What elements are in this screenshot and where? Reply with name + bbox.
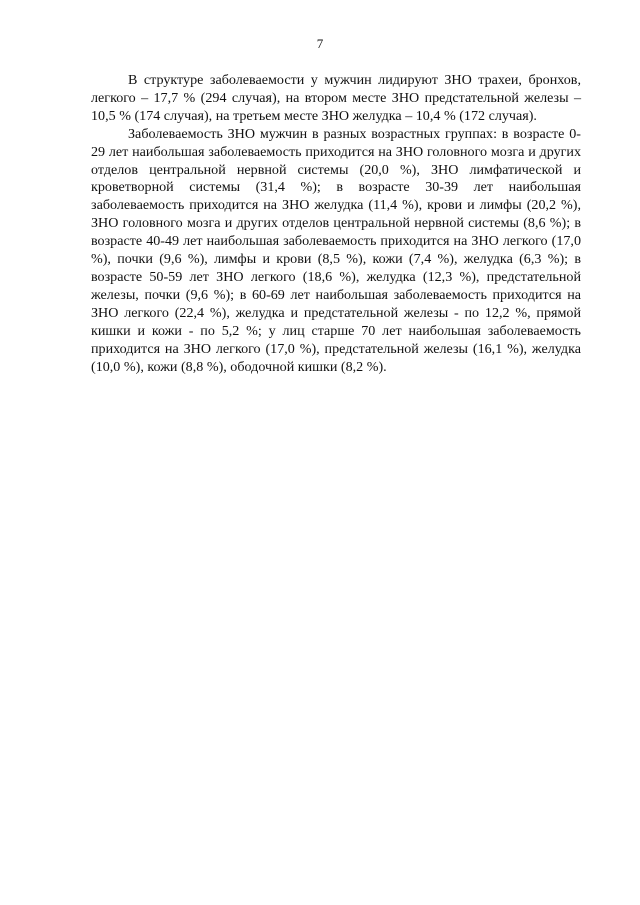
body-text — [91, 72, 581, 376]
page-number: 7 — [316, 36, 324, 51]
paragraph-male-incidence-by-age: Заболеваемость ЗНО мужчин в разных возрастных группах: в возрасте 0-29 лет наибольшая заболеваемость приходится на ЗНО головного мозга и других отделов центральной нервной системы (20,0 %), ЗНО лимфатической и кроветворной системы (31,4 %); в возрасте 30-39 лет наибольшая заболеваемость приходится на ЗНО желудка (11,4 %), крови и лимфы (20,2 %), ЗНО головного мозга и других отделов центральной нервной системы (8,6 %); в возрасте 40-49 лет наибольшая заболеваемость приходится на ЗНО легкого (17,0 %), почки (9,6 %), лимфы и крови (8,5 %), кожи (7,4 %), желудка (6,3 %); в возрасте 50-59 лет ЗНО легкого (18,6 %), желудка (12,3 %), предстательной железы, почки (9,6 %); в 60-69 лет наибольшая заболеваемость приходится на ЗНО легкого (22,4 %), желудка и предстательной железы - по 12,2 %, прямой кишки и кожи - по 5,2 %; у лиц старше 70 лет наибольшая заболеваемость приходится на ЗНО легкого (17,0 %), предстательной железы (16,1 %), желудка (10,0 %), кожи (8,8 %), ободочной кишки (8,2 %). — [91, 125, 581, 375]
paragraph-male-incidence-structure: В структуре заболеваемости у мужчин лидируют ЗНО трахеи, бронхов, легкого – 17,7 % (294 случая), на втором месте ЗНО предстательной железы – 10,5 % (174 случая), на третьем месте ЗНО желудка – 10,4 % (172 случая). — [91, 72, 581, 124]
